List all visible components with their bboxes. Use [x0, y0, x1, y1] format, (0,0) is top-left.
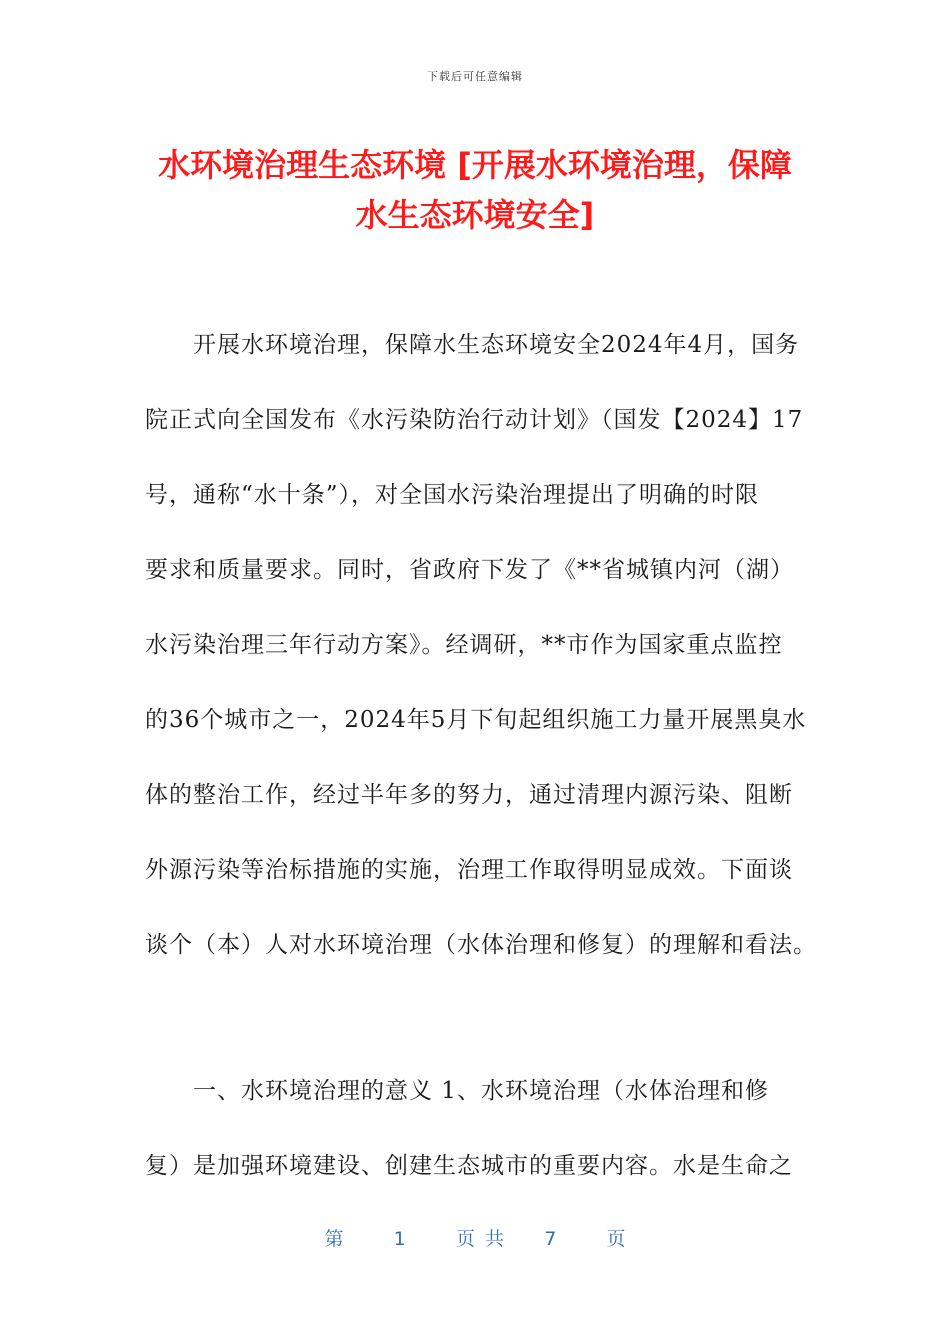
title-line-1: 水环境治理生态环境 [开展水环境治理，保障 [158, 146, 792, 184]
title-line-2: 水生态环境安全] [355, 196, 595, 234]
paragraph-line: 的36个城市之一，2024年5月下旬起组织施工力量开展黑臭水 [145, 707, 807, 733]
footer-prefix: 第 [324, 1228, 344, 1250]
page-footer [0, 1224, 950, 1251]
paragraph-line: 复）是加强环境建设、创建生态城市的重要内容。水是生命之 [145, 1153, 793, 1179]
paragraph-line: 院正式向全国发布《水污染防治行动计划》（国发【2024】17 [145, 407, 804, 433]
paragraph-line: 外源污染等治标措施的实施，治理工作取得明显成效。下面谈 [145, 857, 793, 883]
paragraph-intro [145, 308, 817, 983]
paragraph-line: 谈个（本）人对水环境治理（水体治理和修复）的理解和看法。 [145, 932, 817, 958]
paragraph-section-1 [145, 1054, 810, 1204]
total-pages-number: 7 [544, 1228, 557, 1250]
paragraph-line: 要求和质量要求。同时，省政府下发了《**省城镇内河（湖） [145, 557, 794, 583]
paragraph-line: 一、水环境治理的意义 1、水环境治理（水体治理和修 [193, 1078, 769, 1104]
footer-middle: 页 共 [455, 1228, 505, 1250]
paragraph-line: 开展水环境治理，保障水生态环境安全2024年4月，国务 [193, 332, 800, 358]
current-page-number: 1 [393, 1228, 406, 1250]
header-note: 下载后可任意编辑 [427, 70, 523, 83]
paragraph-line: 水污染治理三年行动方案》。经调研，**市作为国家重点监控 [145, 632, 783, 658]
footer-suffix: 页 [606, 1228, 626, 1250]
document-title [110, 140, 840, 240]
paragraph-line: 体的整治工作，经过半年多的努力，通过清理内源污染、阻断 [145, 782, 793, 808]
paragraph-line: 号，通称“水十条”），对全国水污染治理提出了明确的时限 [145, 482, 760, 508]
